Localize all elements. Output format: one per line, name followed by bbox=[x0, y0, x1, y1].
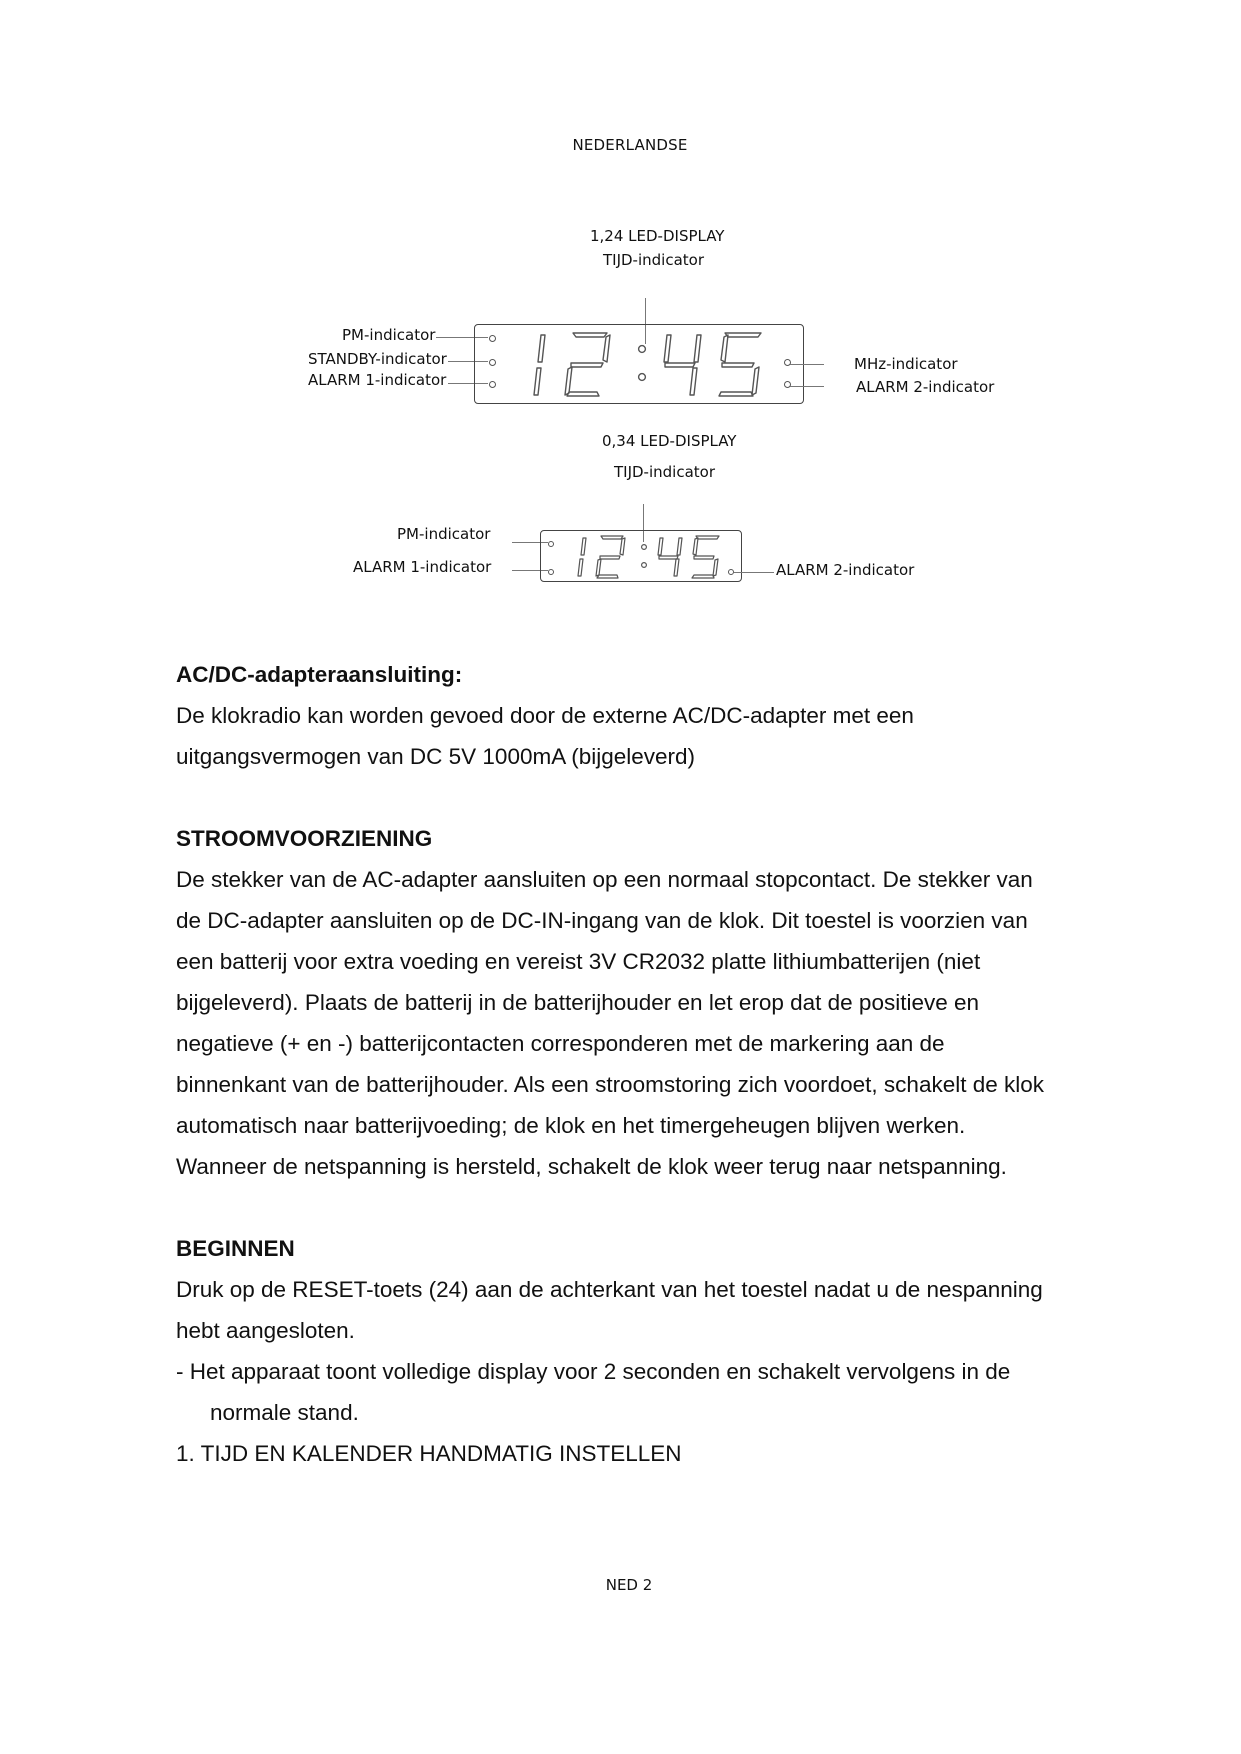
begin-line: hebt aangesloten. bbox=[176, 1318, 355, 1343]
leader-line bbox=[790, 364, 824, 365]
begin-line: Druk op de RESET-toets (24) aan de achterkant van het toestel nadat u de nespanning bbox=[176, 1277, 1043, 1302]
begin-heading: BEGINNEN bbox=[176, 1236, 295, 1261]
power-line: bijgeleverd). Plaats de batterij in de batterijhouder en let erop dat de positieve en bbox=[176, 990, 980, 1015]
power-line: Wanneer de netspanning is hersteld, schakelt de klok weer terug naar netspanning. bbox=[176, 1154, 1007, 1179]
page-header: NEDERLANDSE bbox=[572, 136, 688, 154]
power-line: een batterij voor extra voeding en vereist 3V CR2032 platte lithiumbatterijen (niet bbox=[176, 949, 981, 974]
large-alarm2-label: ALARM 2-indicator bbox=[856, 378, 995, 396]
acdc-line: De klokradio kan worden gevoed door de externe AC/DC-adapter met een bbox=[176, 703, 914, 728]
large-time-indicator-label: TIJD-indicator bbox=[603, 251, 705, 269]
large-standby-label: STANDBY-indicator bbox=[308, 350, 447, 368]
power-line: binnenkant van de batterijhouder. Als een stroomstoring zich voordoet, schakelt de klok bbox=[176, 1072, 1045, 1097]
small-pm-label: PM-indicator bbox=[397, 525, 491, 543]
small-led-display bbox=[540, 530, 742, 582]
power-line: negatieve (+ en -) batterijcontacten corresponderen met de markering aan de bbox=[176, 1031, 945, 1056]
power-line: De stekker van de AC-adapter aansluiten op een normaal stopcontact. De stekker van bbox=[176, 867, 1033, 892]
bullet-item: - Het apparaat toont volledige display voor 2 seconden en schakelt vervolgens in de bbox=[176, 1359, 1011, 1384]
small-display-title: 0,34 LED-DISPLAY bbox=[602, 432, 737, 450]
acdc-line: uitgangsvermogen van DC 5V 1000mA (bijgeleverd) bbox=[176, 744, 696, 769]
large-seven-segment-digits bbox=[475, 325, 805, 405]
small-time-indicator-label: TIJD-indicator bbox=[614, 463, 716, 481]
large-pm-label: PM-indicator bbox=[342, 326, 436, 344]
large-mhz-label: MHz-indicator bbox=[854, 355, 958, 373]
large-led-display bbox=[474, 324, 804, 404]
leader-line bbox=[790, 386, 824, 387]
bullet-item-continuation: normale stand. bbox=[210, 1400, 359, 1425]
small-alarm2-label: ALARM 2-indicator bbox=[776, 561, 915, 579]
small-alarm1-label: ALARM 1-indicator bbox=[353, 558, 492, 576]
power-heading: STROOMVOORZIENING bbox=[176, 826, 433, 851]
page-footer: NED 2 bbox=[605, 1576, 653, 1594]
acdc-heading: AC/DC-adapteraansluiting: bbox=[176, 662, 463, 687]
leader-line bbox=[734, 572, 774, 573]
large-alarm1-label: ALARM 1-indicator bbox=[308, 371, 447, 389]
power-line: de DC-adapter aansluiten op de DC-IN-ingang van de klok. Dit toestel is voorzien van bbox=[176, 908, 1028, 933]
large-display-title: 1,24 LED-DISPLAY bbox=[590, 227, 725, 245]
document-body bbox=[176, 654, 1096, 1474]
small-seven-segment-digits bbox=[541, 531, 743, 583]
numbered-item: 1. TIJD EN KALENDER HANDMATIG INSTELLEN bbox=[176, 1441, 682, 1466]
power-line: automatisch naar batterijvoeding; de klok en het timergeheugen blijven werken. bbox=[176, 1113, 966, 1138]
